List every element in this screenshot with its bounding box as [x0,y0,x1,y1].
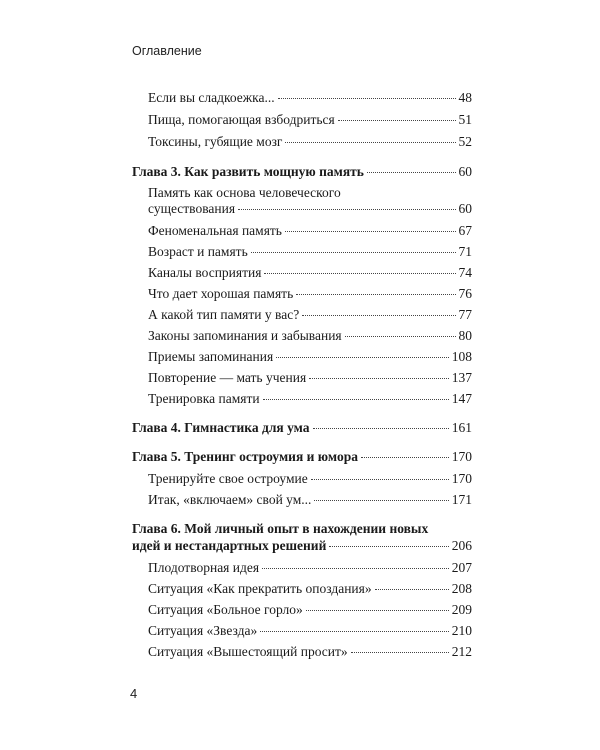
toc-entry-label: Плодотворная идея [148,560,260,575]
toc-entry-page: 74 [458,265,472,280]
toc-entry-label: Приемы запоминания [148,349,274,364]
toc-entry-label: существования [148,201,236,216]
toc-entry-label: Каналы восприятия [148,265,262,280]
toc-entry-page: 208 [451,581,472,596]
toc-entry[interactable] [148,265,472,281]
toc-entry-label: А какой тип памяти у вас? [148,307,300,322]
toc-entry[interactable] [148,244,472,260]
toc-entry-label: Ситуация «Больное горло» [148,602,303,617]
toc-entry-label: Что дает хорошая память [148,286,294,301]
dot-leader [309,378,449,379]
dot-leader [345,336,456,337]
toc-entry[interactable] [148,112,472,128]
dot-leader [285,231,456,232]
toc-entry-label: Пища, помогающая взбодриться [148,112,335,127]
toc-entry-label: Возраст и память [148,244,248,259]
toc-entry[interactable] [148,349,472,365]
dot-leader [263,399,449,400]
table-of-contents [132,0,472,750]
toc-entry[interactable] [148,581,472,597]
dot-leader [264,273,455,274]
toc-entry-label: Законы запоминания и забывания [148,328,342,343]
toc-entry-label: Итак, «включаем» свой ум... [148,492,312,507]
toc-entry[interactable] [148,328,472,344]
toc-entry-page: 60 [458,164,472,179]
dot-leader [314,500,448,501]
toc-chapter-label: идей и нестандартных решений [132,538,327,553]
dot-leader [367,172,456,173]
dot-leader [311,479,449,480]
toc-chapter-4[interactable] [132,420,472,436]
toc-entry[interactable] [148,223,472,239]
toc-entry[interactable] [148,471,472,487]
toc-entry-page: 80 [458,328,472,343]
toc-entry-label-line1: Память как основа человеческого [148,185,341,200]
toc-entry[interactable] [148,391,472,407]
dot-leader [375,589,449,590]
toc-entry-page: 76 [458,286,472,301]
toc-entry[interactable] [148,201,472,217]
toc-entry[interactable] [148,602,472,618]
toc-entry-page: 60 [458,201,472,216]
toc-entry[interactable] [148,492,472,508]
dot-leader [276,357,449,358]
toc-chapter-3[interactable] [132,164,472,180]
toc-entry-page: 207 [451,560,472,575]
toc-entry-page: 171 [451,492,472,507]
dot-leader [238,209,455,210]
toc-entry-page: 161 [451,420,472,435]
dot-leader [285,142,455,143]
toc-entry[interactable] [148,560,472,576]
toc-entry[interactable] [148,286,472,302]
toc-entry-label: Если вы сладкоежка... [148,90,275,105]
toc-entry-page: 137 [451,370,472,385]
dot-leader [302,315,455,316]
page-number: 4 [130,686,138,701]
toc-entry[interactable] [148,307,472,323]
toc-entry-label: Ситуация «Вышестоящий просит» [148,644,348,659]
toc-entry-page: 206 [451,538,472,553]
dot-leader [338,120,456,121]
toc-entry[interactable] [148,370,472,386]
toc-entry[interactable] [148,623,472,639]
running-head: Оглавление [132,44,202,58]
dot-leader [351,652,449,653]
toc-entry-label: Токсины, губящие мозг [148,134,283,149]
toc-entry-page: 210 [451,623,472,638]
dot-leader [313,428,449,429]
toc-entry-label: Тренируйте свое остроумие [148,471,308,486]
dot-leader [329,546,448,547]
toc-entry-label: Повторение — мать учения [148,370,307,385]
dot-leader [306,610,449,611]
toc-entry-label: Тренировка памяти [148,391,260,406]
dot-leader [361,457,449,458]
toc-entry-page: 51 [458,112,472,127]
toc-entry-page: 48 [458,90,472,105]
toc-entry-page: 52 [458,134,472,149]
dot-leader [262,568,449,569]
toc-entry-page: 71 [458,244,472,259]
toc-entry-label: Феноменальная память [148,223,282,238]
dot-leader [296,294,455,295]
toc-chapter-label: Глава 4. Гимнастика для ума [132,420,310,435]
toc-entry-page: 67 [458,223,472,238]
toc-entry-label: Ситуация «Звезда» [148,623,258,638]
toc-entry-page: 108 [451,349,472,364]
toc-entry[interactable] [148,90,472,106]
dot-leader [260,631,449,632]
toc-entry-page: 212 [451,644,472,659]
dot-leader [278,98,456,99]
toc-chapter-5[interactable] [132,449,472,465]
toc-chapter-label: Глава 5. Тренинг остроумия и юмора [132,449,358,464]
toc-entry[interactable] [148,134,472,150]
toc-chapter-6[interactable] [132,538,472,554]
toc-chapter-label: Глава 3. Как развить мощную память [132,164,364,179]
toc-entry-page: 77 [458,307,472,322]
toc-entry-page: 147 [451,391,472,406]
toc-entry-page: 170 [451,471,472,486]
toc-entry-label: Ситуация «Как прекратить опоздания» [148,581,372,596]
toc-entry-page: 209 [451,602,472,617]
toc-chapter-label-line1: Глава 6. Мой личный опыт в нахождении новых [132,521,429,536]
dot-leader [251,252,456,253]
toc-entry[interactable] [148,644,472,660]
toc-entry-page: 170 [451,449,472,464]
